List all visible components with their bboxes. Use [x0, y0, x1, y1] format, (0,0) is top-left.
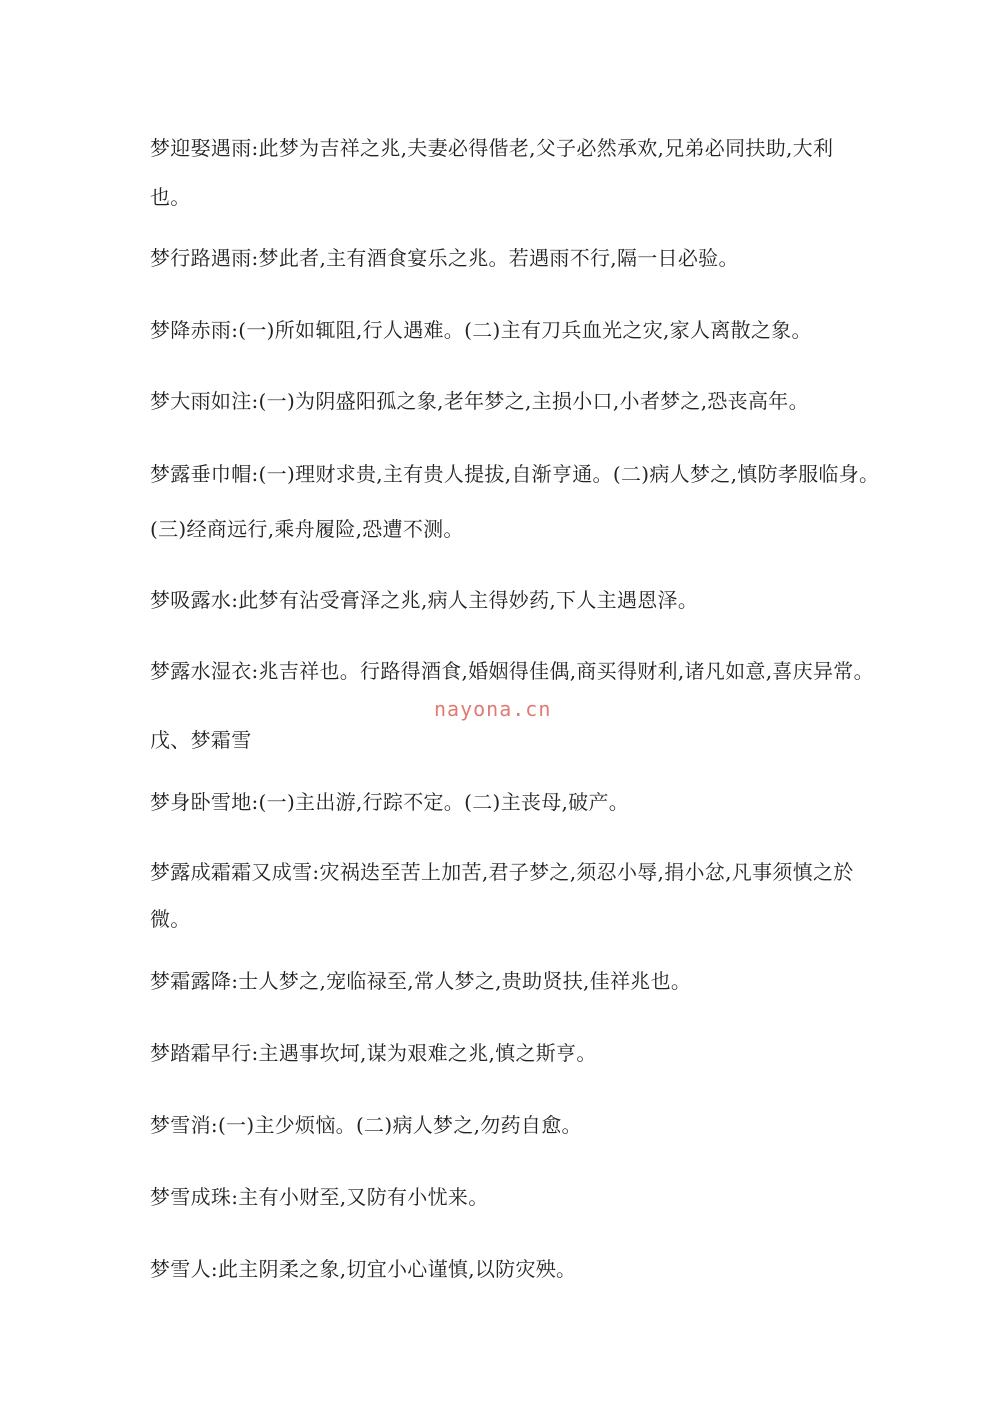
- text-line: 梦迎娶遇雨:此梦为吉祥之兆,夫妻必得偕老,父子必然承欢,兄弟必同扶助,大利: [150, 136, 834, 160]
- text-line: 梦雪消:(一)主少烦恼。(二)病人梦之,勿药自愈。: [150, 1113, 582, 1137]
- text-line: 梦降赤雨:(一)所如辄阻,行人遇难。(二)主有刀兵血光之灾,家人离散之象。: [150, 318, 812, 342]
- text-line: 梦露成霜霜又成雪:灾祸迭至苦上加苦,君子梦之,须忍小辱,捐小忿,凡事须慎之於: [150, 860, 854, 884]
- text-line: 梦踏霜早行:主遇事坎坷,谋为艰难之兆,慎之斯亨。: [150, 1041, 597, 1065]
- text-line: 微。: [150, 907, 191, 931]
- text-line: 也。: [150, 185, 191, 209]
- text-line: 梦露垂巾帽:(一)理财求贵,主有贵人提拔,自渐亨通。(二)病人梦之,慎防孝服临身。: [150, 462, 880, 486]
- text-line: (三)经商远行,乘舟履险,恐遭不测。: [150, 517, 464, 541]
- text-line: 梦霜露降:士人梦之,宠临禄至,常人梦之,贵助贤扶,佳祥兆也。: [150, 969, 692, 993]
- watermark: nayona.cn: [434, 697, 552, 721]
- text-line: 梦身卧雪地:(一)主出游,行踪不定。(二)主丧母,破产。: [150, 790, 630, 814]
- text-line: 梦行路遇雨:梦此者,主有酒食宴乐之兆。若遇雨不行,隔一日必验。: [150, 246, 739, 270]
- text-line: 梦雪人:此主阴柔之象,切宜小心谨慎,以防灾殃。: [150, 1257, 577, 1281]
- text-line: 梦露水湿衣:兆吉祥也。行路得酒食,婚姻得佳偶,商买得财利,诸凡如意,喜庆异常。: [150, 659, 874, 683]
- text-line: 梦大雨如注:(一)为阴盛阳孤之象,老年梦之,主损小口,小者梦之,恐丧高年。: [150, 389, 809, 413]
- text-line: 梦雪成珠:主有小财至,又防有小忧来。: [150, 1185, 489, 1209]
- text-line: 梦吸露水:此梦有沾受膏泽之兆,病人主得妙药,下人主遇恩泽。: [150, 588, 699, 612]
- section-heading: 戊、梦霜雪: [150, 728, 252, 752]
